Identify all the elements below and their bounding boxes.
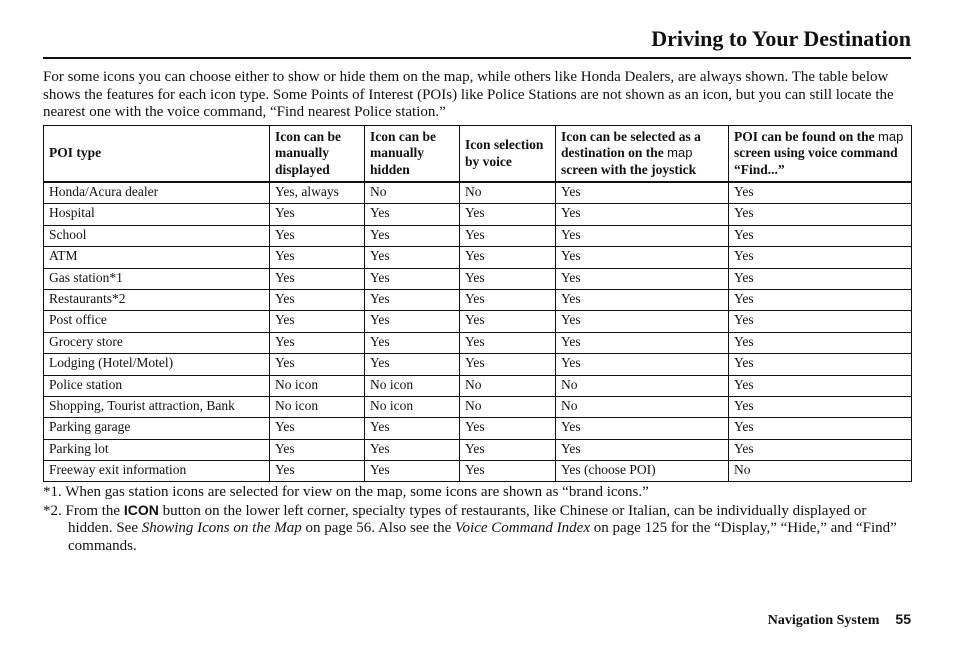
icon-button-label: ICON — [123, 501, 159, 518]
table-cell: Yes — [556, 268, 729, 289]
poi-type-cell: Police station — [44, 375, 270, 396]
table-cell: Yes — [729, 354, 912, 375]
table-row — [44, 354, 912, 375]
table-cell: Yes — [556, 439, 729, 460]
table-cell: Yes — [729, 289, 912, 310]
table-row — [44, 418, 912, 439]
footnote-2-text-d: on page 125 for the “Display,” “Hide,” and “Find” commands. — [68, 520, 897, 554]
table-cell: Yes — [270, 332, 365, 353]
table-cell: Yes — [556, 247, 729, 268]
table-cell: No — [460, 396, 556, 417]
table-cell: Yes — [270, 225, 365, 246]
poi-type-cell: Hospital — [44, 204, 270, 225]
table-cell: Yes — [556, 289, 729, 310]
table-cell: Yes — [556, 204, 729, 225]
table-cell: Yes — [729, 418, 912, 439]
header-joystick-text-b: screen with the joystick — [561, 161, 697, 177]
poi-type-cell: Grocery store — [44, 332, 270, 353]
table-cell: Yes — [365, 225, 460, 246]
reference-voice-command-index: Voice Command Index — [455, 520, 590, 536]
table-cell: No — [460, 375, 556, 396]
table-body — [44, 182, 912, 482]
table-cell: Yes — [460, 418, 556, 439]
poi-feature-table — [43, 125, 912, 482]
header-voice-selection: Icon selection by voice — [460, 126, 556, 183]
header-find-text-b: screen using voice command “Find...” — [734, 145, 898, 177]
table-cell: Yes — [729, 182, 912, 204]
table-cell: Yes — [729, 247, 912, 268]
header-voice-find — [729, 126, 912, 183]
header-manually-hidden: Icon can be manually hidden — [365, 126, 460, 183]
table-cell: Yes — [729, 204, 912, 225]
table-cell: No — [365, 182, 460, 204]
table-cell: Yes — [365, 247, 460, 268]
table-row — [44, 396, 912, 417]
table-row — [44, 461, 912, 482]
table-cell: Yes — [460, 461, 556, 482]
table-header-row — [44, 126, 912, 183]
table-row — [44, 289, 912, 310]
table-cell: Yes — [729, 225, 912, 246]
footnote-2-text-a: *2. From the — [43, 502, 124, 519]
table-cell: Yes — [729, 332, 912, 353]
table-cell: Yes — [270, 311, 365, 332]
page-title: Driving to Your Destination — [651, 26, 911, 51]
table-row — [44, 247, 912, 268]
table-cell: Yes — [270, 418, 365, 439]
table-cell: Yes — [270, 289, 365, 310]
table-cell: Yes — [729, 268, 912, 289]
table-cell: Yes — [460, 311, 556, 332]
table-cell: Yes — [270, 268, 365, 289]
table-cell: Yes — [270, 461, 365, 482]
footer-section: Navigation System — [767, 613, 880, 628]
table-cell: Yes — [729, 311, 912, 332]
title-divider — [43, 57, 911, 59]
footnote-2-text-c: on page 56. Also see the — [301, 520, 456, 536]
table-cell: Yes — [365, 204, 460, 225]
table-cell: Yes — [270, 247, 365, 268]
poi-type-cell: Post office — [44, 311, 270, 332]
poi-type-cell: School — [44, 225, 270, 246]
page-number: 55 — [895, 611, 911, 627]
table-cell: Yes — [365, 289, 460, 310]
table-cell: Yes (choose POI) — [556, 461, 729, 482]
table-cell: Yes — [365, 418, 460, 439]
table-cell: No — [556, 396, 729, 417]
table-cell: Yes — [365, 461, 460, 482]
table-cell: Yes — [729, 375, 912, 396]
footnote-2 — [43, 502, 911, 556]
poi-type-cell: Shopping, Tourist attraction, Bank — [44, 396, 270, 417]
table-cell: Yes — [460, 354, 556, 375]
table-cell: No icon — [270, 375, 365, 396]
table-cell: Yes — [460, 332, 556, 353]
table-cell: No icon — [365, 375, 460, 396]
table-cell: No icon — [365, 396, 460, 417]
table-cell: Yes — [460, 268, 556, 289]
table-cell: Yes — [365, 332, 460, 353]
table-cell: Yes — [460, 289, 556, 310]
table-cell: Yes — [556, 225, 729, 246]
table-cell: Yes — [270, 204, 365, 225]
table-cell: Yes — [556, 332, 729, 353]
table-cell: Yes — [460, 247, 556, 268]
page-footer — [768, 611, 911, 629]
table-cell: Yes — [365, 439, 460, 460]
poi-type-cell: Restaurants*2 — [44, 289, 270, 310]
table-cell: Yes — [460, 225, 556, 246]
table-cell: Yes — [365, 311, 460, 332]
poi-type-cell: Lodging (Hotel/Motel) — [44, 354, 270, 375]
header-poi-type: POI type — [44, 126, 270, 183]
poi-type-cell: Gas station*1 — [44, 268, 270, 289]
table-cell: Yes — [556, 311, 729, 332]
table-cell: Yes — [365, 354, 460, 375]
intro-paragraph: For some icons you can choose either to show or hide them on the map, while others like Honda Dealers, are always shown. The table below shows the features for each icon type. Some Points of Interest (POIs) like Police Stations are not shown as an icon, but you can still locate the nearest one with the voice command, “Find nearest Police station.” — [43, 69, 894, 120]
table-cell: No — [556, 375, 729, 396]
header-manually-displayed: Icon can be manually displayed — [270, 126, 365, 183]
table-cell: Yes — [556, 182, 729, 204]
footnote-1: *1. When gas station icons are selected for view on the map, some icons are shown as “brand icons.” — [43, 484, 649, 500]
header-joystick-text-a: Icon can be selected as a destination on the — [561, 128, 701, 161]
poi-type-cell: Honda/Acura dealer — [44, 182, 270, 204]
table-row — [44, 332, 912, 353]
table-cell: Yes — [270, 354, 365, 375]
table-row — [44, 182, 912, 204]
header-joystick-destination — [556, 126, 729, 183]
table-row — [44, 268, 912, 289]
table-cell: Yes — [556, 354, 729, 375]
table-row — [44, 225, 912, 246]
table-cell: Yes — [270, 439, 365, 460]
table-row — [44, 311, 912, 332]
reference-showing-icons: Showing Icons on the Map — [141, 520, 302, 536]
footnotes — [43, 484, 911, 555]
header-joystick-map-word: map — [667, 145, 693, 161]
table-cell: Yes — [556, 418, 729, 439]
table-cell: Yes — [460, 439, 556, 460]
table-cell: No icon — [270, 396, 365, 417]
poi-type-cell: ATM — [44, 247, 270, 268]
table-row — [44, 204, 912, 225]
header-find-map-word: map — [878, 128, 904, 144]
table-cell: No — [729, 461, 912, 482]
table-cell: Yes — [365, 268, 460, 289]
poi-type-cell: Parking lot — [44, 439, 270, 460]
poi-type-cell: Parking garage — [44, 418, 270, 439]
poi-type-cell: Freeway exit information — [44, 461, 270, 482]
footnote-2-text-b: button on the lower left corner, specialty types of restaurants, like Chinese or Italian, can be individually displayed or hidden. See — [68, 502, 867, 536]
table-row — [44, 375, 912, 396]
header-find-text-a: POI can be found on the — [734, 128, 879, 144]
table-cell: No — [460, 182, 556, 204]
table-cell: Yes — [729, 396, 912, 417]
table-row — [44, 439, 912, 460]
table-cell: Yes, always — [270, 182, 365, 204]
table-cell: Yes — [729, 439, 912, 460]
table-cell: Yes — [460, 204, 556, 225]
